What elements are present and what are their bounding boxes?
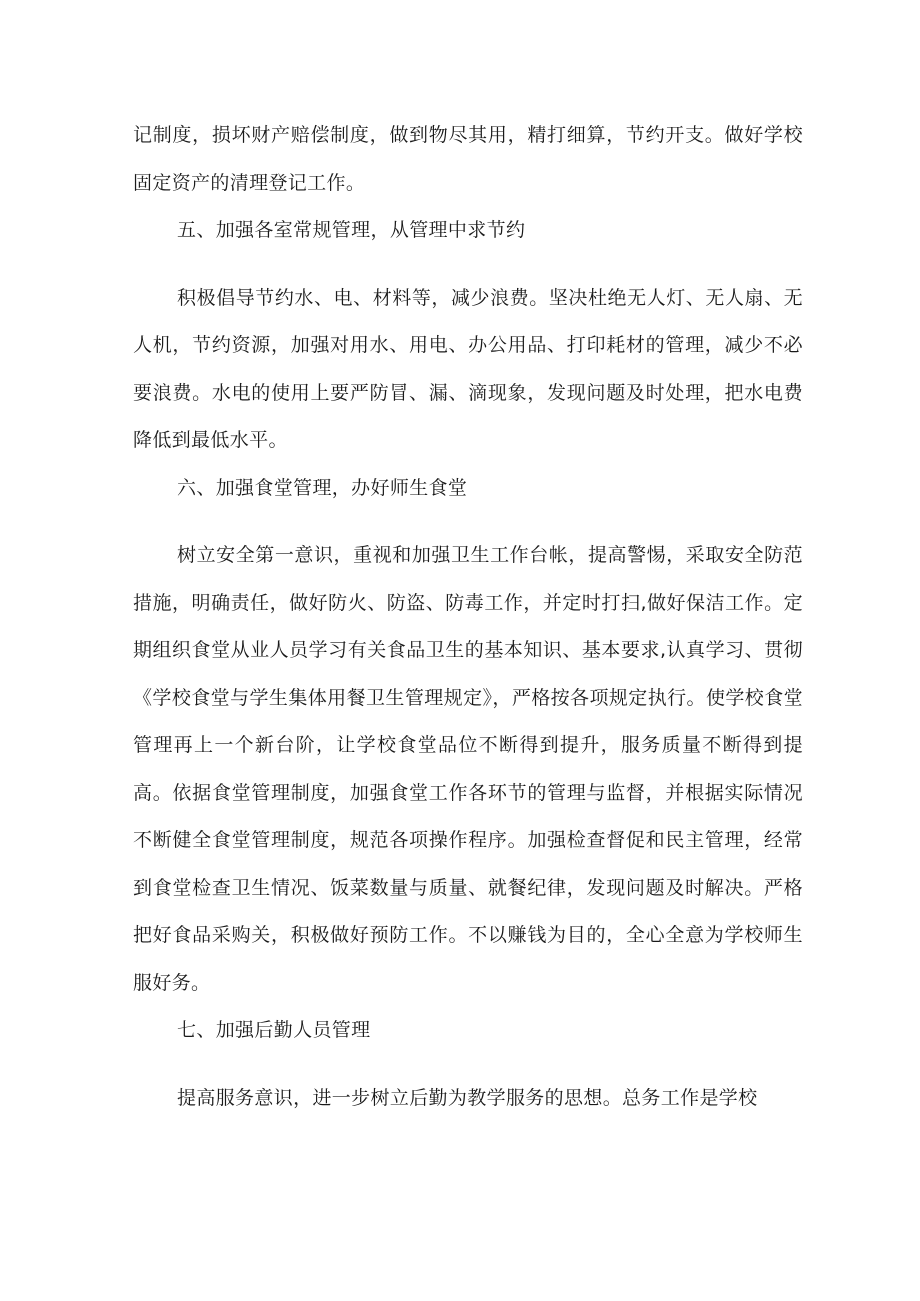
- paragraph-canteen-management: 树立安全第一意识，重视和加强卫生工作台帐，提高警惕，采取安全防范措施，明确责任，做好防火、防盗、防毒工作，并定时打扫,做好保洁工作。定期组织食堂从业人员学习有关食品卫生的基本知识、基本要求,认真学习、贯彻《学校食堂与学生集体用餐卫生管理规定》，严格按各项规定执行。使学校食堂管理再上一个新台阶，让学校食堂品位不断得到提升，服务质量不断得到提高。依据食堂管理制度，加强食堂工作各环节的管理与监督，并根据实际情况不断健全食堂管理制度，规范各项操作程序。加强检查督促和民主管理，经常到食堂检查卫生情况、饭菜数量与质量、就餐纪律，发现问题及时解决。严格把好食品采购关，积极做好预防工作。不以赚钱为目的，全心全意为学校师生服好务。: [133, 544, 803, 994]
- section-heading-5: 五、加强各室常规管理，从管理中求节约: [177, 219, 526, 241]
- paragraph-resource-saving: 积极倡导节约水、电、材料等，减少浪费。坚决杜绝无人灯、无人扇、无人机，节约资源，加强对用水、用电、办公用品、打印耗材的管理，减少不必要浪费。水电的使用上要严防冒、漏、滴现象，发现问题及时处理，把水电费降低到最低水平。: [133, 286, 803, 451]
- document-body: [133, 112, 803, 1122]
- section-heading-7: 七、加强后勤人员管理: [177, 1019, 371, 1041]
- paragraph-asset-management: 记制度，损坏财产赔偿制度，做到物尽其用，精打细算，节约开支。做好学校固定资产的清理登记工作。: [133, 124, 803, 194]
- paragraph-service-awareness: 提高服务意识，进一步树立后勤为教学服务的思想。总务工作是学校: [177, 1086, 758, 1109]
- section-heading-6: 六、加强食堂管理，办好师生食堂: [177, 476, 468, 499]
